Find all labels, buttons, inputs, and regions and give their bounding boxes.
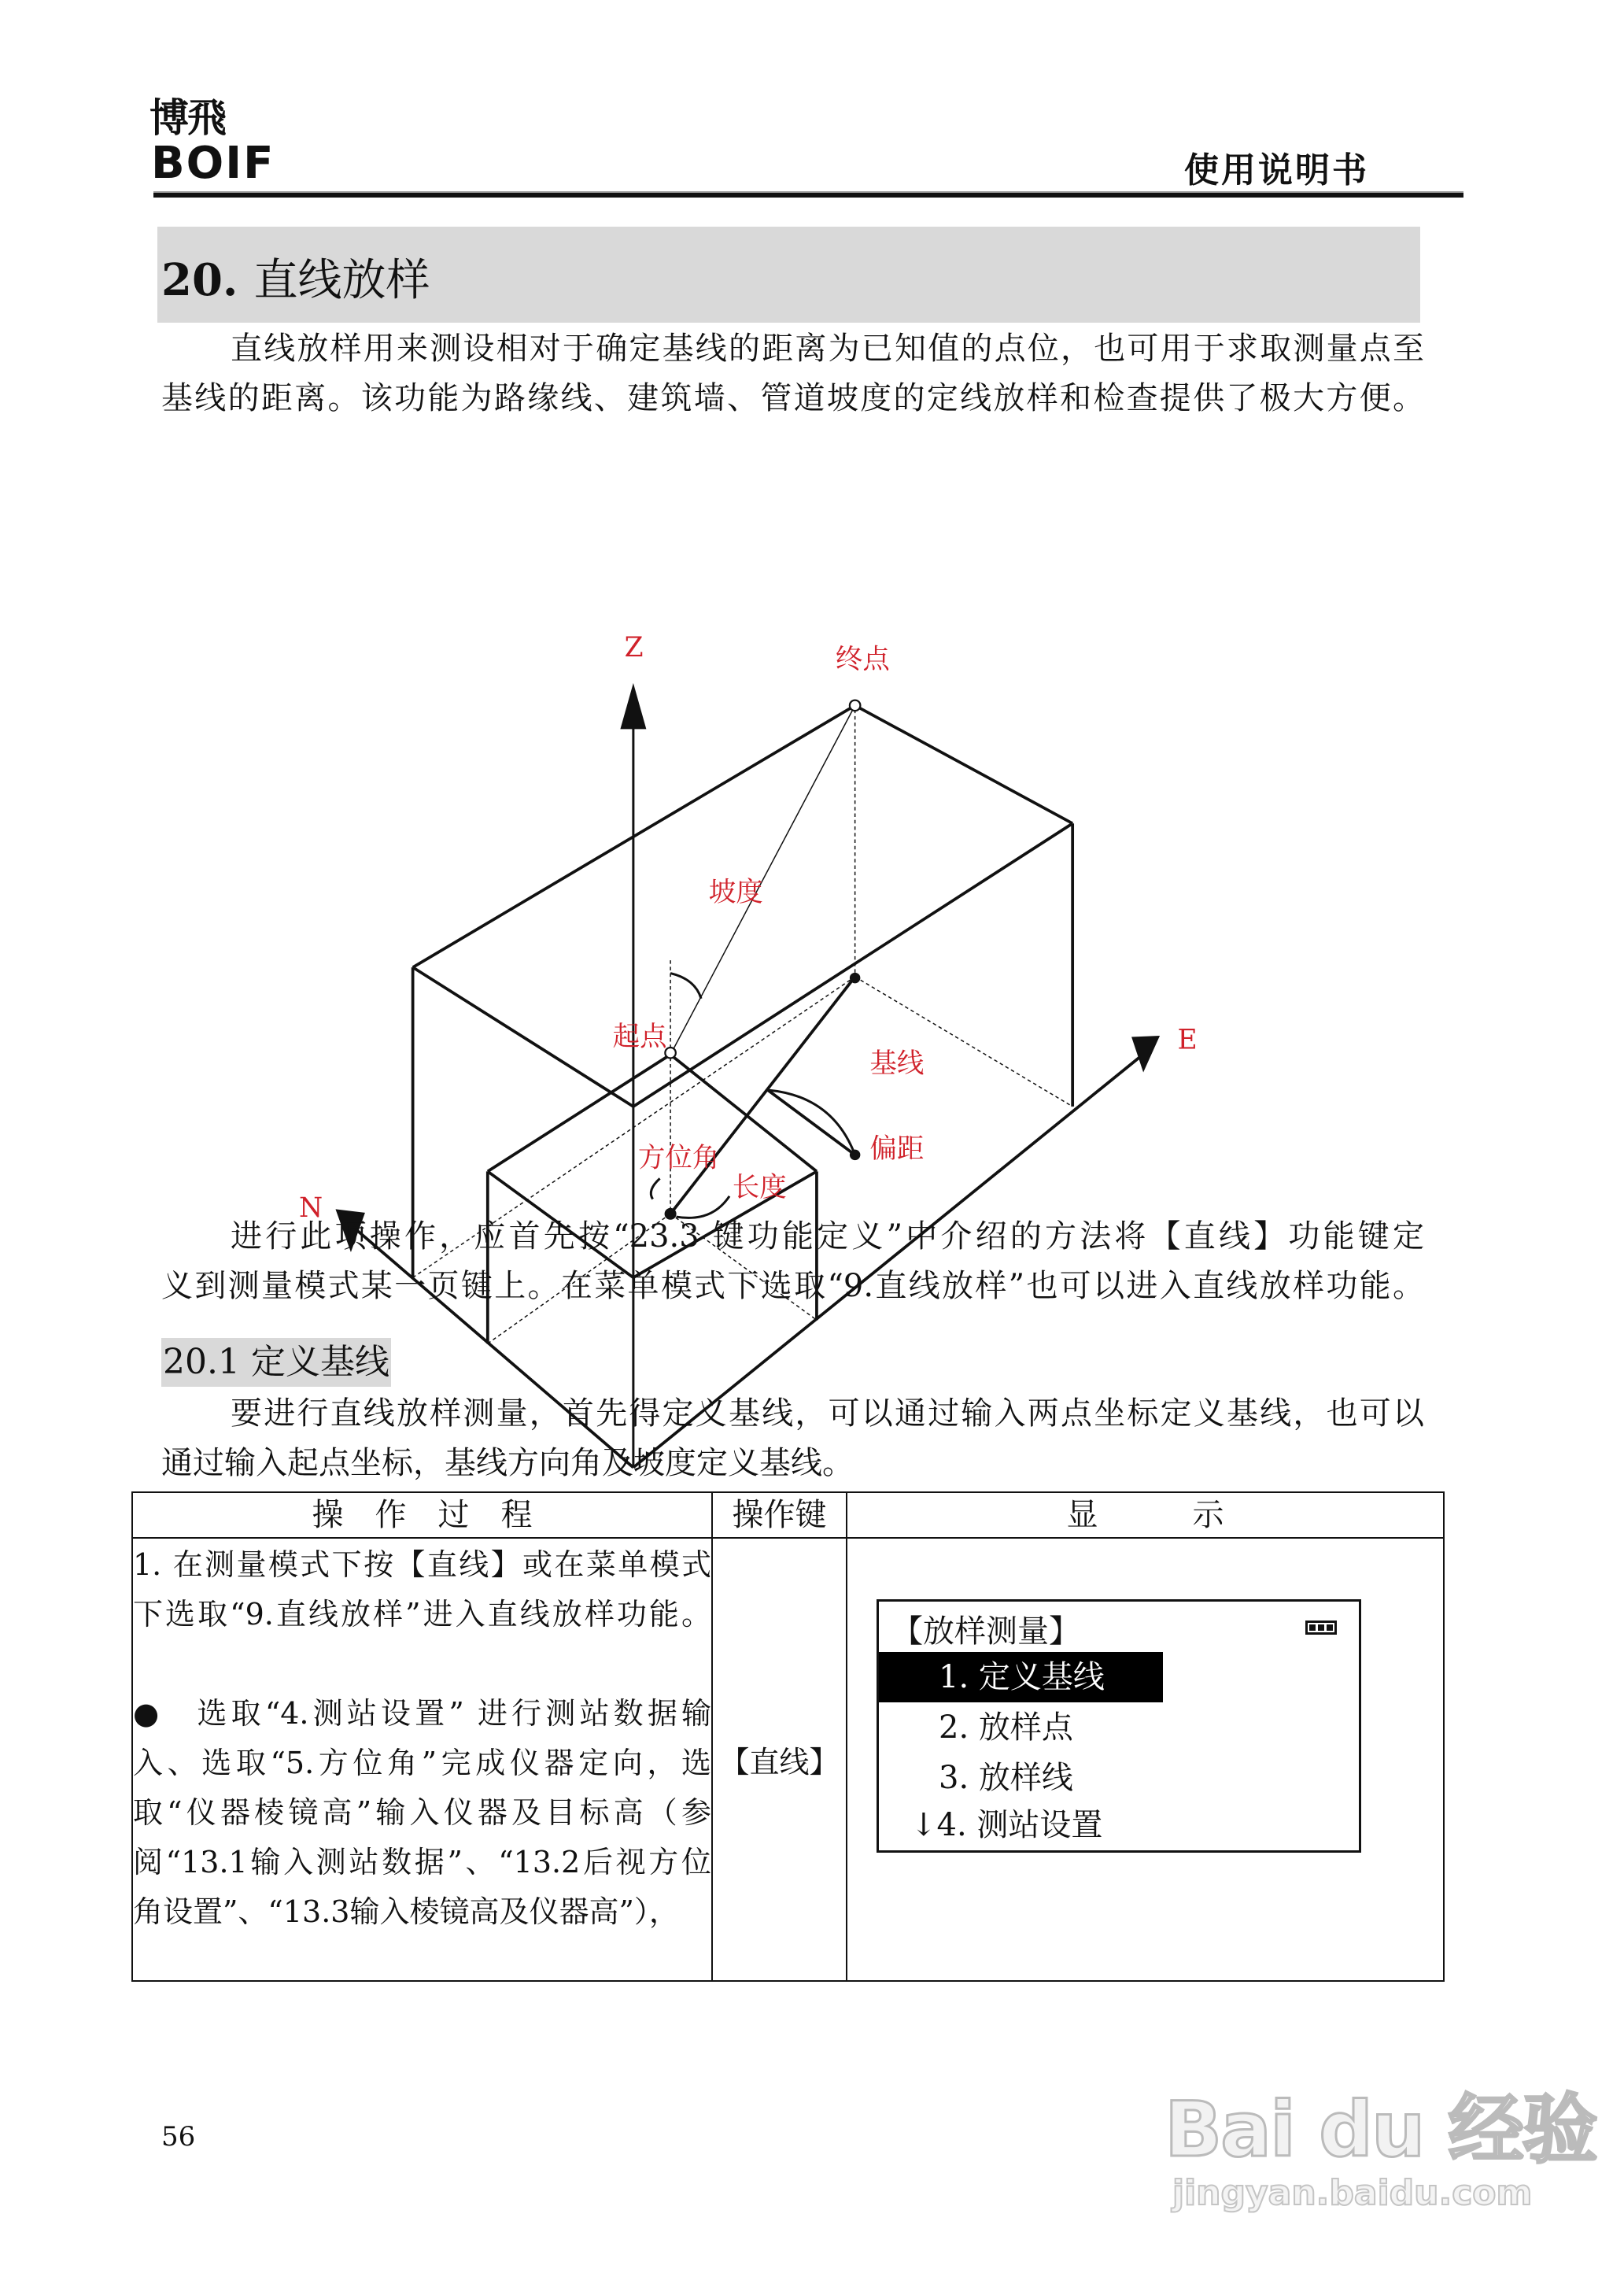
z-arrow-icon xyxy=(620,683,646,729)
e-arrow-icon xyxy=(1131,1036,1160,1072)
label-e: E xyxy=(1177,1024,1198,1056)
text-line: 入、选取“5.方位角”完成仪器定向，选 xyxy=(133,1746,711,1780)
operation-paragraph xyxy=(161,1212,1424,1311)
logo-chinese: 博飛 xyxy=(149,95,225,141)
blank-line xyxy=(133,1639,711,1689)
label-length: 长度 xyxy=(732,1171,787,1203)
screen-title: 【放样测量】 xyxy=(891,1613,1080,1650)
header-process: 操 作 过 程 xyxy=(132,1492,712,1538)
page-number: 56 xyxy=(161,2121,196,2153)
text-line: 取“仪器棱镜高”输入仪器及目标高（参 xyxy=(133,1795,711,1830)
process-cell xyxy=(132,1538,712,1981)
text-line: 通过输入起点坐标，基线方向角及坡度定义基线。 xyxy=(161,1445,854,1481)
label-azimuth: 方位角 xyxy=(637,1142,720,1174)
instrument-screen xyxy=(877,1599,1361,1853)
header-display: 显 示 xyxy=(847,1492,1444,1538)
section-title: 直线放样 xyxy=(253,255,430,306)
text-line: 阅“13.1输入测站数据”、“13.2后视方位 xyxy=(133,1845,711,1879)
text-line: 直线放样用来测设相对于确定基线的距离为已知值的点位，也可用于求取测量点至 xyxy=(231,331,1424,367)
logo-boif: BOIF xyxy=(151,138,275,189)
subsection-heading: 20.1 定义基线 xyxy=(161,1338,391,1387)
text-line: ● 选取“4.测站设置” 进行测站数据输 xyxy=(133,1696,711,1731)
label-end-point: 终点 xyxy=(835,644,890,676)
watermark-url: jingyan.baidu.com xyxy=(1172,2173,1533,2213)
header-rule xyxy=(153,191,1463,198)
menu-item-stakeout-line[interactable]: 3. 放样线 xyxy=(939,1760,1073,1796)
battery-full-icon xyxy=(1305,1621,1337,1635)
table-header-row xyxy=(132,1492,1444,1538)
subsection-paragraph xyxy=(161,1389,1424,1488)
label-n: N xyxy=(299,1192,323,1225)
stakeout-diagram xyxy=(299,582,1212,1503)
line-key-label: 【直线】 xyxy=(719,1745,840,1779)
label-baseline: 基线 xyxy=(869,1048,925,1080)
section-heading xyxy=(161,246,430,309)
text-line: 1. 在测量模式下按【直线】或在菜单模式 xyxy=(133,1547,711,1582)
manual-title: 使用说明书 xyxy=(1184,150,1369,190)
end-point-marker xyxy=(850,700,860,711)
menu-item-stakeout-point[interactable]: 2. 放样点 xyxy=(939,1709,1073,1746)
text-line: 义到测量模式某一页键上。在菜单模式下选取“9.直线放样”也可以进入直线放样功能。 xyxy=(161,1268,1424,1304)
text-line: 进行此项操作，应首先按“23.3 键功能定义”中介绍的方法将【直线】功能键定 xyxy=(231,1218,1424,1255)
offset-point-marker xyxy=(850,1150,860,1160)
header-key: 操作键 xyxy=(712,1492,847,1538)
text-line: 基线的距离。该功能为路缘线、建筑墙、管道坡度的定线放样和检查提供了极大方便。 xyxy=(161,380,1424,416)
baidu-watermark xyxy=(1164,2070,1596,2213)
menu-item-define-baseline[interactable]: 1. 定义基线 xyxy=(879,1652,1163,1702)
menu-item-station-setup[interactable]: ↓4. 测站设置 xyxy=(910,1807,1103,1843)
text-line: 下选取“9.直线放样”进入直线放样功能。 xyxy=(133,1597,711,1632)
section-number: 20. xyxy=(161,254,238,306)
text-line: 要进行直线放样测量，首先得定义基线，可以通过输入两点坐标定义基线，也可以 xyxy=(231,1395,1424,1432)
label-start-point: 起点 xyxy=(612,1021,667,1053)
key-cell xyxy=(712,1538,847,1981)
label-slope: 坡度 xyxy=(708,877,763,909)
baseline-point-marker xyxy=(850,973,860,983)
intro-paragraph xyxy=(161,324,1424,423)
text-line: 角设置”、“13.3输入棱镜高及仪器高”）， xyxy=(133,1894,679,1929)
watermark-logo: Bai du 经验 xyxy=(1164,2086,1596,2174)
label-offset: 偏距 xyxy=(869,1133,925,1166)
label-z: Z xyxy=(624,632,644,664)
